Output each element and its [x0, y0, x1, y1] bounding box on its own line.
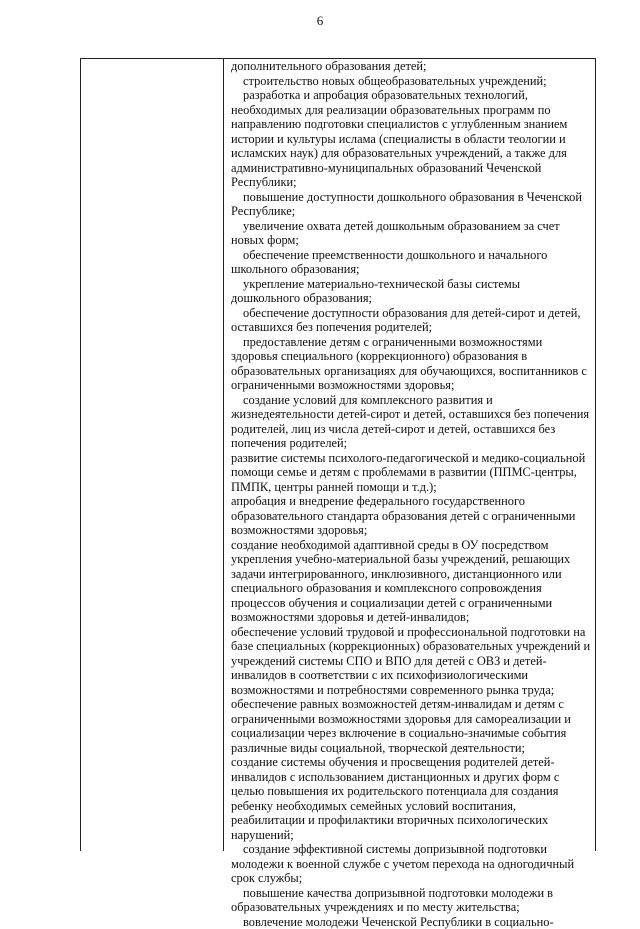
paragraph: разработка и апробация образовательных технологий, необходимых для реализации образовательных программ по направлению подготовки специалистов с углубленным знанием истории и культуры ислама (специалисты в области теологии и исламских наук) для образовательных учреждений, а также для административно-муниципальных образований Чеченской Республики;: [231, 88, 591, 190]
paragraph: обеспечение доступности образования для детей-сирот и детей, оставшихся без попечения родителей;: [231, 306, 591, 335]
paragraph: развитие системы психолого-педагогической и медико-социальной помощи семье и детям с проблемами в развитии (ППМС-центры, ПМПК, центры ранней помощи и т.д.);: [231, 451, 591, 495]
paragraph: обеспечение преемственности дошкольного и начального школьного образования;: [231, 248, 591, 277]
table-row: [81, 59, 596, 852]
document-table: [80, 58, 596, 851]
content-cell: [224, 59, 596, 852]
paragraph: создание условий для комплексного развития и жизнедеятельности детей-сирот и детей, оставшихся без попечения родителей, лиц из числа детей-сирот и детей, оставшихся без попечения родителей;: [231, 393, 591, 451]
paragraph: повышение качества допризывной подготовки молодежи в образовательных учреждениях и по месту жительства;: [231, 886, 591, 915]
paragraph: укрепление материально-технической базы системы дошкольного образования;: [231, 277, 591, 306]
paragraph: апробация и внедрение федерального государственного образовательного стандарта образования детей с ограниченными возможностями здоровья;: [231, 494, 591, 538]
paragraph: создание эффективной системы допризывной подготовки молодежи к военной службе с учетом перехода на одногодичный срок службы;: [231, 842, 591, 886]
paragraph: предоставление детям с ограниченными возможностями здоровья специального (коррекционного) образования в образовательных организациях для обучающихся, воспитанников с ограниченными возможностями здоровья;: [231, 335, 591, 393]
paragraph: создание системы обучения и просвещения родителей детей-инвалидов с использованием дистанционных и других форм с целью повышения их родительского потенциала для создания ребенку необходимых семейных условий воспитания, реабилитации и профилактики вторичных психологических нарушений;: [231, 755, 591, 842]
paragraph: обеспечение условий трудовой и профессиональной подготовки на базе специальных (коррекционных) образовательных учреждений и учреждений системы СПО и ВПО для детей с ОВЗ и детей-инвалидов в соответствии с их психофизиологическими возможностями и потребностями современного рынка труда;: [231, 625, 591, 698]
page-number: 6: [0, 13, 640, 29]
left-empty-cell: [81, 59, 224, 852]
paragraph: строительство новых общеобразовательных учреждений;: [231, 74, 591, 89]
paragraph: вовлечение молодежи Чеченской Республики в социально-: [231, 915, 591, 929]
paragraph: повышение доступности дошкольного образования в Чеченской Республике;: [231, 190, 591, 219]
paragraph: создание необходимой адаптивной среды в ОУ посредством укрепления учебно-материальной базы учреждений, решающих задачи интегрированного, инклюзивного, дистанционного или специального образования и комплексного сопровождения процессов обучения и социализации детей с ограниченными возможностями здоровья и детей-инвалидов;: [231, 538, 591, 625]
content-text-block: [224, 59, 595, 851]
paragraph: дополнительного образования детей;: [231, 59, 591, 74]
paragraph: увеличение охвата детей дошкольным образованием за счет новых форм;: [231, 219, 591, 248]
paragraph: обеспечение равных возможностей детям-инвалидам и детям с ограниченными возможностями здоровья для самореализации и социализации через включение в социально-значимые события различные виды социальной, творческой деятельности;: [231, 697, 591, 755]
